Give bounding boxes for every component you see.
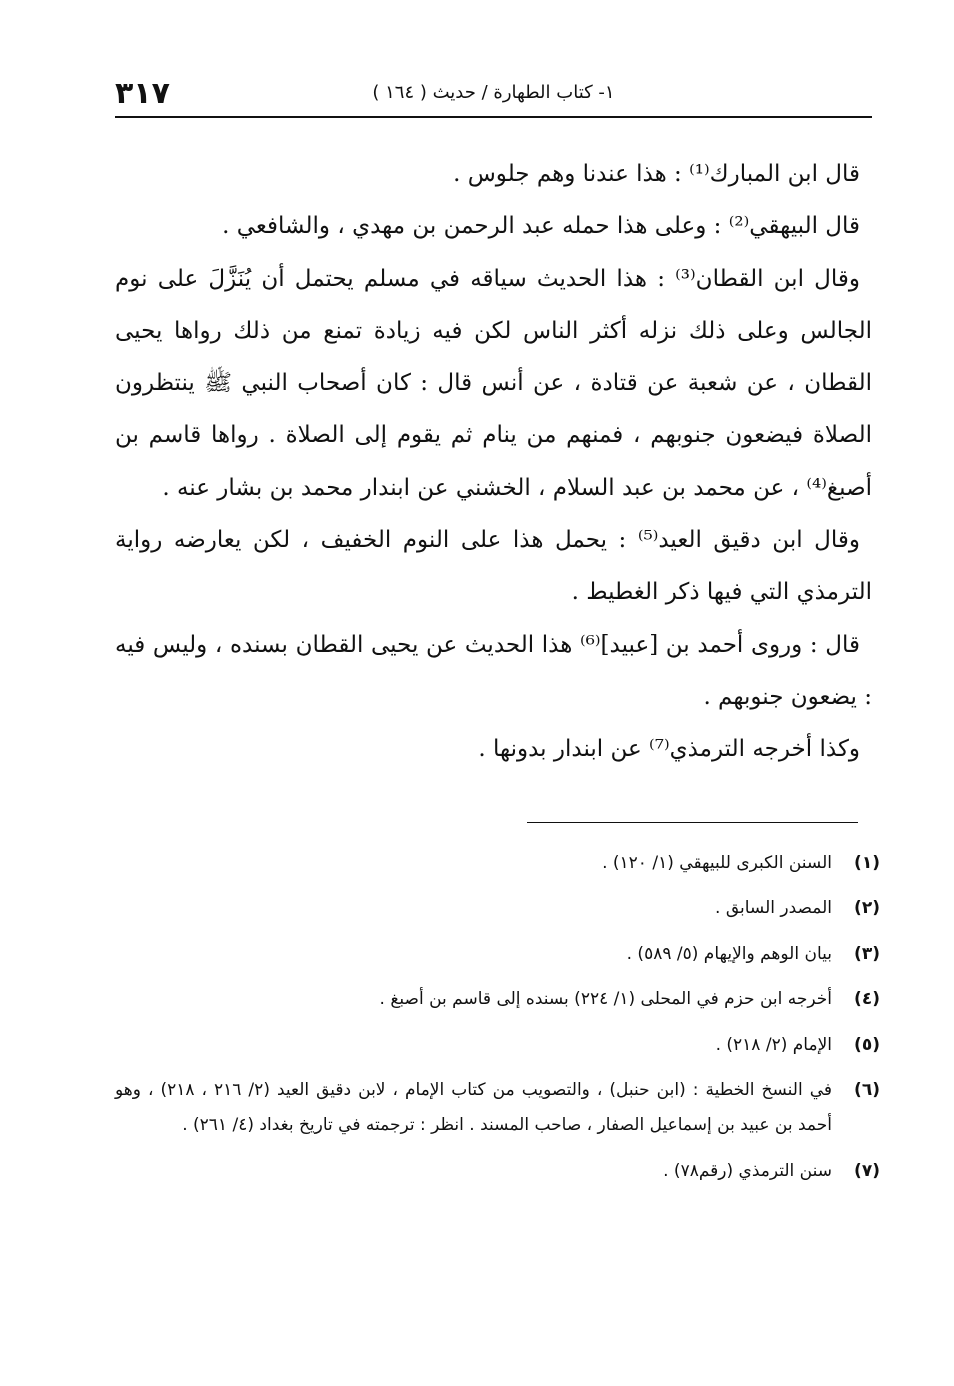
footnote-text: الإمام (٢/ ٢١٨) .	[715, 1034, 832, 1055]
footnote-2	[115, 891, 880, 926]
paragraph-ibn-qattan: وقال ابن القطان⁽³⁾ : هذا الحديث سياقه في مسلم يحتمل أن يُنَزَّلَ على نوم الجالس وعلى ذلك نزله أكثر الناس لكن فيه زيادة تمنع من ذلك رواها يحيى القطان ، عن شعبة عن قتادة ، عن أنس قال : كان أصحاب النبي ﷺ ينتظرون الصلاة فيضعون جنوبهم ، فمنهم من ينام ثم يقوم إلى الصلاة . رواها قاسم بن أصبغ⁽⁴⁾ ، عن محمد بن عبد السلام ، الخشني عن ابندار محمد بن بشار عنه .	[115, 265, 872, 501]
footnote-number: (٣)	[854, 943, 880, 964]
main-text	[115, 148, 872, 776]
footnote-number: (٢)	[854, 898, 880, 919]
footnote-text: في النسخ الخطية : (ابن حنبل) ، والتصويب من كتاب الإمام ، لابن دقيق العيد (٢/ ٢١٦ ، ٢١٨) ، وهو أحمد بن عبيد بن إسماعيل الصفار ، صاحب المسند . انظر : ترجمته في تاريخ بغداد (٤/ ٢٦١) .	[115, 1080, 833, 1136]
header-rule	[115, 116, 872, 118]
footnotes	[115, 846, 880, 1189]
footnote-7	[115, 1154, 880, 1189]
footnote-text: بيان الوهم والإيهام (٥/ ٥٨٩) .	[626, 943, 832, 964]
paragraph-bayhaqi: قال البيهقي⁽²⁾ : وعلى هذا حمله عبد الرحمن بن مهدي ، والشافعي .	[222, 213, 860, 240]
paragraph-ibn-daqiq: وقال ابن دقيق العيد⁽⁵⁾ : يحمل هذا على النوم الخفيف ، لكن يعارضه رواية الترمذي التي فيها ذكر الغطيط .	[115, 527, 872, 606]
footnote-6	[115, 1073, 880, 1144]
footnote-number: (٤)	[854, 989, 880, 1010]
footnote-number: (٦)	[854, 1080, 880, 1101]
paragraph-tirmidhi: وكذا أخرجه الترمذي⁽⁷⁾ عن ابندار بدونها .	[478, 736, 860, 763]
footnote-number: (٥)	[854, 1034, 880, 1055]
footnote-text: سنن الترمذي (رقم٧٨) .	[663, 1160, 832, 1181]
footnote-text: السنن الكبرى للبيهقي (١/ ١٢٠) .	[602, 853, 832, 873]
running-title: ١- كتاب الطهارة / حديث ( ١٦٤ )	[372, 82, 615, 103]
page-header	[115, 72, 872, 116]
page-number: ٣١٧	[115, 76, 170, 111]
footnote-3	[115, 937, 880, 972]
footnote-number: (٧)	[854, 1160, 880, 1181]
paragraph-ibn-mubarak: قال ابن المبارك⁽¹⁾ : هذا عندنا وهم جلوس .	[453, 161, 860, 187]
footnote-4	[115, 982, 880, 1017]
footnote-separator	[527, 822, 858, 823]
footnote-number: (١)	[854, 853, 880, 873]
footnote-1	[115, 846, 880, 881]
paragraph-ahmad-ibn-ubayd: قال : وروى أحمد بن [عبيد]⁽⁶⁾ هذا الحديث عن يحيى القطان بسنده ، وليس فيه : يضعون جنوبهم .	[115, 631, 872, 710]
footnote-5	[115, 1028, 880, 1063]
footnote-text: المصدر السابق .	[715, 898, 832, 919]
footnote-text: أخرجه ابن حزم في المحلى (١/ ٢٢٤) بسنده إلى قاسم بن أصبغ .	[379, 989, 832, 1010]
